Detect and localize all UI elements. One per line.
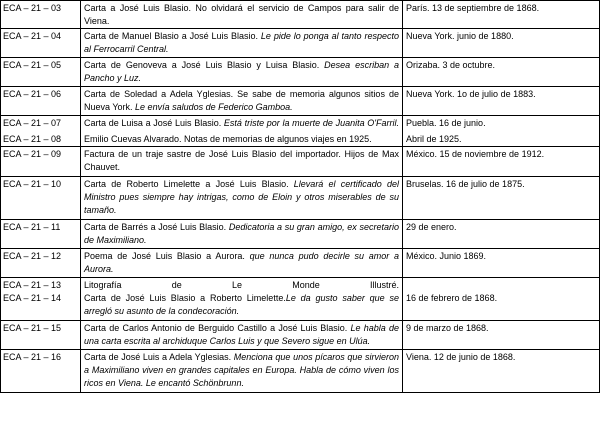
place-date: Bruselas. 16 de julio de 1875. bbox=[406, 179, 525, 189]
description-text: Carta a José Luis Blasio. No olvidará el servicio de Campos para salir de bbox=[84, 3, 399, 13]
description-summary-text: Le envía saludos de Federico Gamboa. bbox=[135, 102, 293, 112]
catalog-row bbox=[1, 278, 600, 321]
reference-code-cell bbox=[1, 350, 81, 393]
place-date: Orizaba. 3 de octubre. bbox=[406, 60, 496, 70]
description-cell bbox=[81, 350, 403, 393]
place-date-cell bbox=[403, 350, 600, 393]
description-summary-text: Le pide lo ponga al tanto respecto bbox=[260, 31, 399, 41]
place-date-cell bbox=[403, 58, 600, 87]
catalog-row bbox=[1, 321, 600, 350]
description-line bbox=[84, 101, 399, 114]
reference-code: ECA – 21 – 14 bbox=[3, 293, 62, 303]
description-summary-text: al Ferrocarril Central. bbox=[84, 44, 169, 54]
description-summary-text: Le da gusto saber que se bbox=[285, 293, 399, 303]
place-date: Puebla. 16 de junio. bbox=[406, 118, 486, 128]
description-summary-text: Desea escriban a bbox=[324, 60, 400, 70]
place-date: México. 15 de noviembre de 1912. bbox=[406, 149, 545, 159]
reference-code: ECA – 21 – 08 bbox=[3, 134, 62, 144]
description-cell bbox=[81, 87, 403, 116]
place-date-cell bbox=[403, 87, 600, 116]
description-cell bbox=[81, 249, 403, 278]
reference-code: ECA – 21 – 09 bbox=[3, 149, 62, 159]
description-line bbox=[84, 335, 399, 348]
description-text: Carta de José Luis a Adela Yglesias. bbox=[84, 352, 234, 362]
place-date-cell bbox=[403, 278, 600, 321]
place-date: 9 de marzo de 1868. bbox=[406, 323, 489, 333]
place-date-cell bbox=[403, 29, 600, 58]
catalog-row bbox=[1, 1, 600, 29]
description-line bbox=[84, 351, 399, 364]
catalog-table-body bbox=[1, 1, 600, 393]
description-cell bbox=[81, 29, 403, 58]
reference-code-cell bbox=[1, 116, 81, 147]
description-cell bbox=[81, 116, 403, 147]
place-date: Viena. 12 de junio de 1868. bbox=[406, 352, 516, 362]
catalog-row bbox=[1, 177, 600, 220]
reference-code-cell bbox=[1, 1, 81, 29]
place-date: Nueva York. junio de 1880. bbox=[406, 31, 514, 41]
description-line bbox=[84, 364, 399, 377]
reference-code-cell bbox=[1, 321, 81, 350]
description-summary-text: que nunca pudo decirle su amor a bbox=[249, 251, 399, 261]
description-text: Chauvet. bbox=[84, 162, 121, 172]
description-line bbox=[84, 30, 399, 43]
description-text: Factura de un traje sastre de José Luis Blasio del importador. Hijos de Max bbox=[84, 149, 399, 159]
description-line bbox=[84, 292, 399, 305]
reference-code-cell bbox=[1, 220, 81, 249]
catalog-row bbox=[1, 116, 600, 147]
reference-code-cell bbox=[1, 87, 81, 116]
description-cell bbox=[81, 220, 403, 249]
description-summary-text: ricos en Viena. Le encantó Schönbrunn. bbox=[84, 378, 244, 388]
description-text: Carta de Manuel Blasio a José Luis Blasio. bbox=[84, 31, 261, 41]
description-summary-text: a Maximiliano viven en grandes capitales en Europa. Habla de cómo viven los bbox=[84, 365, 399, 375]
description-cell bbox=[81, 177, 403, 220]
reference-code: ECA – 21 – 05 bbox=[3, 60, 62, 70]
catalog-row bbox=[1, 147, 600, 177]
reference-code: ECA – 21 – 07 bbox=[3, 118, 62, 128]
description-cell bbox=[81, 1, 403, 29]
description-text: Carta de Soledad a Adela Yglesias. Se sabe de memoria algunos sitios de bbox=[84, 89, 399, 99]
place-date-cell bbox=[403, 177, 600, 220]
description-line bbox=[84, 148, 399, 161]
description-line bbox=[84, 322, 399, 335]
description-summary-text: tamaño. bbox=[84, 205, 117, 215]
catalog-row bbox=[1, 249, 600, 278]
catalog-row bbox=[1, 58, 600, 87]
place-date: 16 de febrero de 1868. bbox=[406, 293, 498, 303]
place-date-cell bbox=[403, 321, 600, 350]
description-text: Carta de Carlos Antonio de Berguido Castillo a José Luis Blasio. bbox=[84, 323, 351, 333]
description-text: Carta de Genoveva a José Luis Blasio y Luisa Blasio. bbox=[84, 60, 325, 70]
reference-code-cell bbox=[1, 29, 81, 58]
description-text: Litografía de Le Monde Illustré. bbox=[84, 280, 399, 290]
description-line bbox=[84, 234, 399, 247]
description-summary-text: Ministro pues siempre hay intrigas, como de Eloin y otros miserables de su bbox=[84, 192, 399, 202]
description-line bbox=[84, 263, 399, 276]
reference-code: ECA – 21 – 06 bbox=[3, 89, 62, 99]
description-summary-text: Llevará el certificado del bbox=[293, 179, 399, 189]
place-date: Nueva York. 1o de julio de 1883. bbox=[406, 89, 536, 99]
place-date-cell bbox=[403, 220, 600, 249]
place-date-cell bbox=[403, 1, 600, 29]
description-line bbox=[84, 2, 399, 15]
reference-code-cell bbox=[1, 58, 81, 87]
description-text: Carta de José Luis Blasio a Roberto Limelette. bbox=[84, 293, 286, 303]
description-line bbox=[84, 178, 399, 191]
reference-code-cell bbox=[1, 278, 81, 321]
description-text: Poema de José Luis Blasio a Aurora. bbox=[84, 251, 250, 261]
description-text: Carta de Luisa a José Luis Blasio. bbox=[84, 118, 224, 128]
reference-code: ECA – 21 – 10 bbox=[3, 179, 62, 189]
description-summary-text: una carta escrita al archiduque Carlos Luis y que Severo sigue en Ulúa. bbox=[84, 336, 371, 346]
description-text: Nueva York. bbox=[84, 102, 136, 112]
description-line bbox=[84, 305, 399, 318]
reference-code-cell bbox=[1, 147, 81, 177]
description-summary-text: arregló su asunto de la condecoración. bbox=[84, 306, 240, 316]
reference-code: ECA – 21 – 15 bbox=[3, 323, 62, 333]
description-summary-text: Pancho y Luz. bbox=[84, 73, 142, 83]
reference-code-cell bbox=[1, 177, 81, 220]
reference-code: ECA – 21 – 12 bbox=[3, 251, 62, 261]
description-line bbox=[84, 161, 399, 174]
place-date: Abril de 1925. bbox=[406, 134, 462, 144]
catalog-row bbox=[1, 220, 600, 249]
reference-code: ECA – 21 – 11 bbox=[3, 222, 61, 232]
place-date-cell bbox=[403, 116, 600, 147]
reference-code-cell bbox=[1, 249, 81, 278]
description-cell bbox=[81, 147, 403, 177]
reference-code: ECA – 21 – 03 bbox=[3, 3, 62, 13]
description-line bbox=[84, 88, 399, 101]
description-line bbox=[84, 15, 399, 28]
catalog-row bbox=[1, 29, 600, 58]
description-summary-text: Dedicatoria a su gran amigo, ex secretario bbox=[228, 222, 399, 232]
catalog-row bbox=[1, 87, 600, 116]
place-date: 29 de enero. bbox=[406, 222, 457, 232]
description-line bbox=[84, 204, 399, 217]
description-line bbox=[84, 221, 399, 234]
description-line bbox=[84, 250, 399, 263]
description-line bbox=[84, 377, 399, 390]
description-line bbox=[84, 133, 399, 146]
description-line bbox=[84, 72, 399, 85]
description-text: Carta de Roberto Limelette a José Luis Blasio. bbox=[84, 179, 294, 189]
place-date bbox=[406, 279, 596, 292]
place-date: París. 13 de septiembre de 1868. bbox=[406, 3, 540, 13]
description-line bbox=[84, 43, 399, 56]
description-line bbox=[84, 59, 399, 72]
description-line bbox=[84, 191, 399, 204]
description-summary-text: Está triste por la muerte de Juanita O'Farril. bbox=[223, 118, 399, 128]
description-text: Carta de Barrés a José Luis Blasio. bbox=[84, 222, 229, 232]
description-summary-text: Aurora. bbox=[84, 264, 114, 274]
catalog-row bbox=[1, 350, 600, 393]
place-date-cell bbox=[403, 249, 600, 278]
place-date-cell bbox=[403, 147, 600, 177]
description-cell bbox=[81, 278, 403, 321]
description-line bbox=[84, 117, 399, 130]
reference-code: ECA – 21 – 04 bbox=[3, 31, 62, 41]
description-summary-text: de Maximiliano. bbox=[84, 235, 147, 245]
description-cell bbox=[81, 321, 403, 350]
reference-code: ECA – 21 – 13 bbox=[3, 280, 62, 290]
description-text: Emilio Cuevas Alvarado. Notas de memorias de algunos viajes en 1925. bbox=[84, 134, 372, 144]
place-date: México. Junio 1869. bbox=[406, 251, 487, 261]
description-text: Viena. bbox=[84, 16, 110, 26]
reference-code: ECA – 21 – 16 bbox=[3, 352, 62, 362]
description-summary-text: Le habla de bbox=[350, 323, 399, 333]
description-cell bbox=[81, 58, 403, 87]
description-line bbox=[84, 279, 399, 292]
description-summary-text: Menciona que unos pícaros que sirvieron bbox=[233, 352, 399, 362]
